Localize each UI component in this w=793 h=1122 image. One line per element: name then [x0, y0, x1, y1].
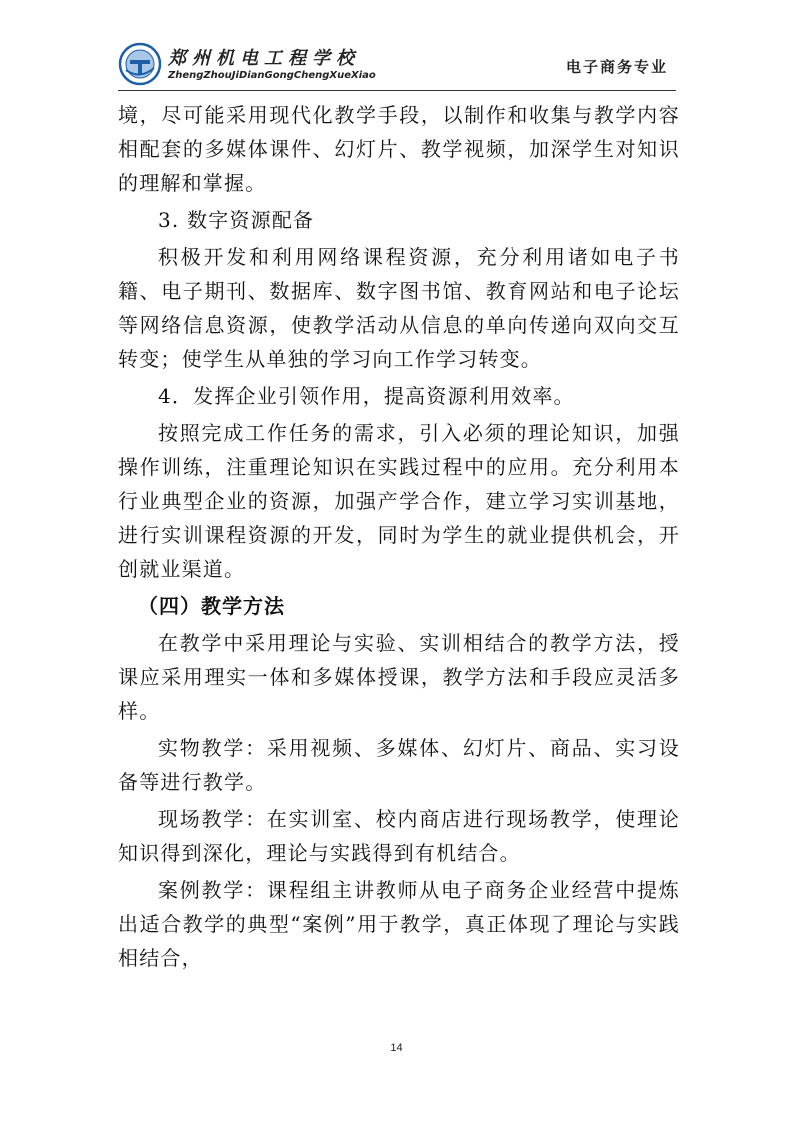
- paragraph-continued: 境，尽可能采用现代化教学手段，以制作和收集与教学内容相配套的多媒体课件、幻灯片、教学视频，加深学生对知识的理解和掌握。: [118, 103, 680, 195]
- header-divider: [118, 90, 676, 91]
- page-number: 14: [390, 1042, 403, 1054]
- major-title: 电子商务专业: [565, 58, 668, 76]
- heading-digital-resources: 3. 数字资源配备: [158, 208, 315, 232]
- heading-enterprise-role: 4．发挥企业引领作用，提高资源利用效率。: [158, 384, 575, 408]
- paragraph-physical-teaching: 实物教学：采用视频、多媒体、幻灯片、商品、实习设备等进行教学。: [118, 736, 680, 794]
- page-header: [118, 40, 676, 90]
- paragraph-case-teaching: 案例教学：课程组主讲教师从电子商务企业经营中提炼出适合教学的典型“案例”用于教学，真正体现了理论与实践相结合，: [118, 878, 680, 970]
- paragraph-onsite-teaching: 现场教学：在实训室、校内商店进行现场教学，使理论知识得到深化，理论与实践得到有机结合。: [118, 807, 680, 865]
- document-body: [118, 98, 680, 978]
- school-name-cn: 郑州机电工程学校: [168, 48, 360, 69]
- paragraph-digital-resources: 积极开发和利用网络课程资源，充分利用诸如电子书籍、电子期刊、数据库、数字图书馆、教育网站和电子论坛等网络信息资源，使教学活动从信息的单向传递向双向交互转变；使学生从单独的学习向工作学习转变。: [118, 245, 680, 371]
- paragraph-teaching-methods: 在教学中采用理论与实验、实训相结合的教学方法，授课应采用理实一体和多媒体授课，教学方法和手段应灵活多样。: [118, 631, 680, 723]
- paragraph-enterprise-role: 按照完成工作任务的需求，引入必须的理论知识，加强操作训练，注重理论知识在实践过程中的应用。充分利用本行业典型企业的资源，加强产学合作，建立学习实训基地，进行实训课程资源的开发，同时为学生的就业提供机会，开创就业渠道。: [118, 421, 680, 581]
- school-emblem-icon: [118, 42, 162, 86]
- section-heading-teaching-methods: （四）教学方法: [138, 594, 285, 618]
- school-name-en: ZhengZhouJiDianGongChengXueXiao: [168, 70, 376, 81]
